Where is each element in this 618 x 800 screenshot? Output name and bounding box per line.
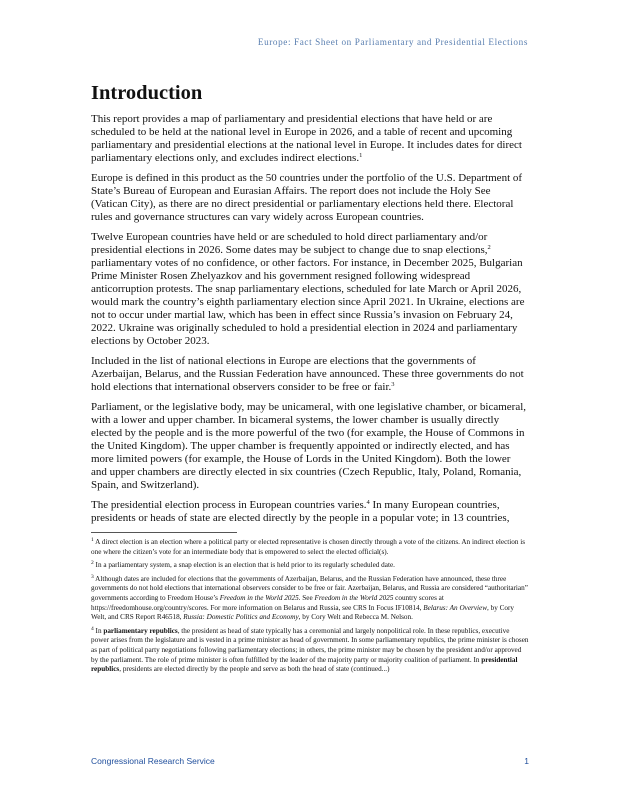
text-run: , the president as head of state typically has a ceremonial and largely nonpolitical role. In these republics, executive power arises from the legislature and is vested in a prime minister as head of government. In some parliamentary republics, the prime minister is chosen as part of political party negotiations following parliamentary elections; in others, the prime minister may be chosen by the president and/or approved by the parliament. The role of prime minister is often fulfilled by the leader of the majority party or majority coalition of parliament. In — [91, 626, 529, 664]
text-run: In a parliamentary system, a snap election is an election that is held prior to its regularly scheduled date. — [93, 561, 395, 570]
footnote — [91, 561, 529, 571]
text-run: Europe is defined in this product as the 50 countries under the portfolio of the U.S. Department of State’s Bureau of European and Eurasian Affairs. The report does not include the Holy See (Vatican City), as there are no direct presidential or parliamentary elections held there. Electoral rules and governance structures can vary widely across European countries. — [91, 172, 523, 223]
text-run: The presidential election process in European countries varies. — [91, 499, 367, 511]
text-run: Parliament, or the legislative body, may be unicameral, with one legislative chamber, or bicameral, with a lower and upper chamber. In bicameral systems, the lower chamber is usually directly elected by the people and is the more powerful of the two (for example, the House of Commons in the United Kingdom). The upper chamber is frequently appointed or indirectly elected, and has more limited powers (for example, the House of Lords in the United Kingdom). Both the lower and upper chambers are directly elected in six countries (Czech Republic, Italy, Poland, Romania, Spain, and Switzerland). — [91, 401, 527, 491]
page-footer — [91, 756, 529, 766]
italic-text: Freedom in the World 2025 — [219, 593, 299, 602]
paragraph — [91, 499, 529, 525]
text-run: Twelve European countries have held or are scheduled to hold direct parliamentary and/or presidential elections in 2026. Some dates may be subject to change due to snap elections, — [91, 231, 488, 256]
running-header: Europe: Fact Sheet on Parliamentary and Presidential Elections — [257, 37, 528, 47]
footnote — [91, 538, 529, 557]
footnote — [91, 627, 529, 675]
text-run: , presidents are elected directly by the people and serve as both the head of state (continued...) — [119, 665, 390, 674]
paragraph — [91, 231, 529, 348]
paragraph — [91, 113, 529, 165]
page-number: 1 — [524, 756, 529, 766]
text-run: In many European countries, presidents or heads of state are elected directly by the people in a popular vote; in 13 countries, — [91, 499, 510, 524]
text-run: parliamentary votes of no confidence, or other factors. For instance, in December 2025, Bulgarian Prime Minister Rosen Zhelyazkov and his government resigned following widespread anticorruption protests. The snap parliamentary elections, scheduled for late March or April 2026, would mark the country’s eighth parliamentary election since April 2021. In Ukraine, elections are not to occur under martial law, which has been in effect since Russia’s invasion on February 24, 2022. Ukraine was originally scheduled to hold a presidential election in 2024 and parliamentary elections by October 2023. — [91, 257, 525, 347]
footnote-ref: 1 — [359, 152, 363, 159]
footnote-ref: 2 — [91, 560, 94, 567]
footnote-ref: 4 — [91, 625, 94, 632]
italic-text: Belarus: An Overview — [423, 603, 487, 612]
text-run: Although dates are included for elections that the governments of Azerbaijan, Belarus, and the Russian Federation have announced, these three governments do not hold elections that international observers consider to be free or fair. Azerbaijan, Belarus, and Russia are considered “authoritarian” governments according to Freedom House’s — [91, 574, 528, 602]
text-run: country scores at https://freedomhouse.org/country/scores. For more information on Belarus and Russia, see CRS In Focus IF10814, — [91, 593, 444, 612]
text-run: , by Cory Welt and Rebecca M. Nelson. — [298, 613, 413, 622]
footnote-ref: 3 — [91, 573, 94, 580]
footnote — [91, 575, 529, 623]
paragraph — [91, 172, 529, 224]
bold-text: presidential republics — [91, 655, 518, 674]
text-run: This report provides a map of parliamentary and presidential elections that have held or are scheduled to be held at the national level in Europe in 2026, and a table of recent and upcoming parliamentary and presidential elections at the national level in Europe. It includes dates for direct parliamentary elections only, and excludes indirect elections. — [91, 113, 522, 164]
italic-text: Russia: Domestic Politics and Economy — [183, 613, 299, 622]
text-run: In — [93, 626, 104, 635]
text-run: Included in the list of national elections in Europe are elections that the governments of Azerbaijan, Belarus, and the Russian Federation have announced. These three governments do not hold elections that international observers consider to be free or fair. — [91, 355, 524, 393]
footer-source: Congressional Research Service — [91, 756, 215, 766]
paragraph — [91, 355, 529, 394]
footnote-ref: 4 — [366, 499, 370, 506]
footnote-divider — [91, 532, 237, 533]
body-text — [91, 113, 529, 532]
italic-text: Freedom in the World 2025 — [314, 593, 394, 602]
text-run: , by Cory Welt, and CRS Report R46518, — [91, 603, 514, 622]
text-run: . See — [298, 593, 315, 602]
footnote-ref: 2 — [487, 244, 491, 251]
bold-text: parliamentary republics — [103, 626, 178, 635]
footnote-ref: 1 — [91, 537, 94, 543]
paragraph — [91, 401, 529, 492]
footnotes — [91, 538, 529, 679]
section-heading: Introduction — [91, 82, 203, 104]
footnote-ref: 3 — [391, 381, 395, 388]
text-run: A direct election is an election where a political party or elected representative is chosen directly through a vote of the citizens. An indirect election is one where the citizen’s vote for an intermediate body that is empowered to select the elected official(s). — [91, 538, 526, 556]
